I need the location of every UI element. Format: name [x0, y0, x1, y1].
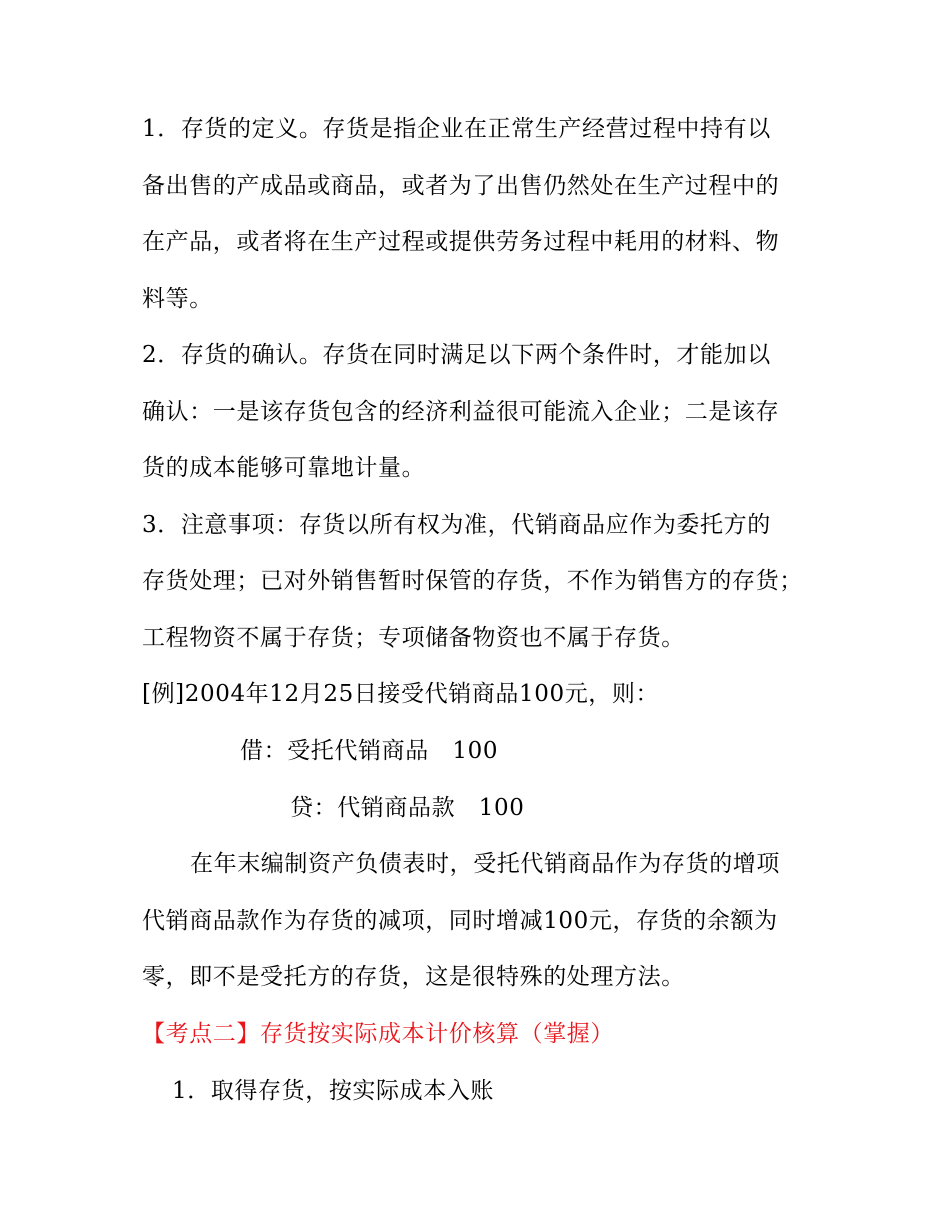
explanation-line-1: 在年末编制资产负债表时，受托代销商品作为存货的增项	[190, 851, 780, 877]
explanation-line-3: 零，即不是受托方的存货，这是很特殊的处理方法。	[142, 964, 685, 990]
recognition-line-1: 2．存货的确认。存货在同时满足以下两个条件时，才能加以	[142, 342, 771, 368]
journal-debit: 借：受托代销商品 100	[240, 738, 499, 764]
definition-line-1: 1．存货的定义。存货是指企业在正常生产经营过程中持有以	[142, 116, 771, 142]
example-intro: [例]2004年12月25日接受代销商品100元，则：	[142, 681, 660, 707]
acquisition-item: 1．取得存货，按实际成本入账	[172, 1078, 495, 1104]
definition-line-3: 在产品，或者将在生产过程或提供劳务过程中耗用的材料、物	[142, 229, 780, 255]
recognition-line-2: 确认：一是该存货包含的经济利益很可能流入企业；二是该存	[142, 399, 780, 425]
recognition-line-3: 货的成本能够可靠地计量。	[142, 455, 426, 481]
kaodian2-heading: 【考点二】存货按实际成本计价核算（掌握）	[142, 1021, 614, 1047]
notes-line-1: 3．注意事项：存货以所有权为准，代销商品应作为委托方的	[142, 512, 771, 538]
definition-line-4: 料等。	[142, 286, 213, 312]
definition-line-2: 备出售的产成品或商品，或者为了出售仍然处在生产过程中的	[142, 173, 780, 199]
journal-credit: 贷：代销商品款 100	[290, 795, 525, 821]
explanation-line-2: 代销商品款作为存货的减项，同时增减100元，存货的余额为	[142, 908, 778, 934]
notes-line-2: 存货处理；已对外销售暂时保管的存货，不作为销售方的存货；	[142, 568, 803, 594]
notes-line-3: 工程物资不属于存货；专项储备物资也不属于存货。	[142, 625, 685, 651]
